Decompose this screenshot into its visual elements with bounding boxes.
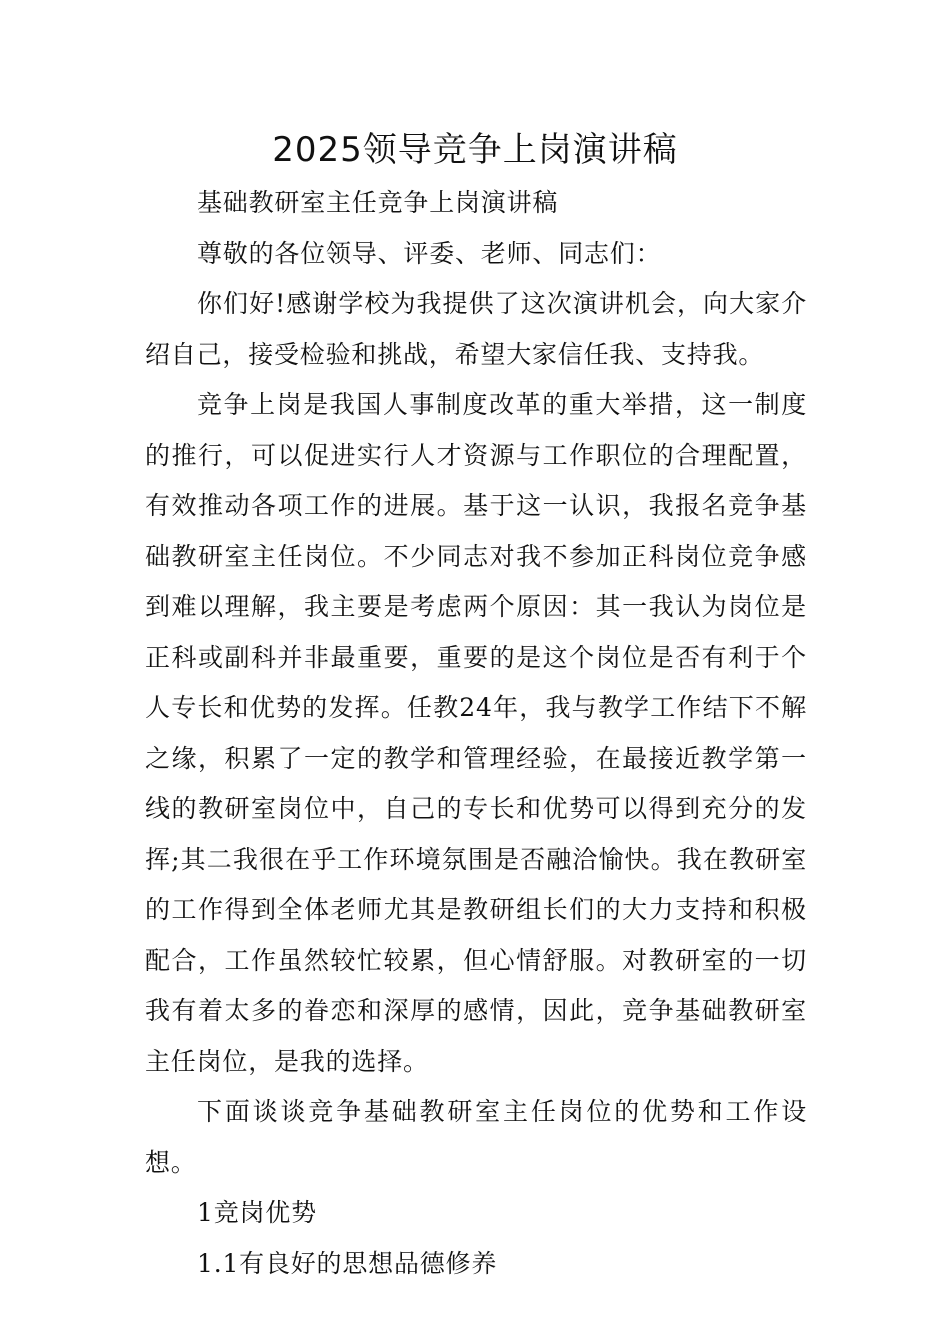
paragraph-transition: 下面谈谈竞争基础教研室主任岗位的优势和工作设想。 <box>145 1097 807 1177</box>
subsection-heading: 1.1有良好的思想品德修养 <box>197 1248 498 1278</box>
paragraph-salutation: 尊敬的各位领导、评委、老师、同志们： <box>197 238 662 268</box>
paragraph-subtitle: 基础教研室主任竞争上岗演讲稿 <box>197 188 559 217</box>
document-title: 2025领导竞争上岗演讲稿 <box>272 130 678 170</box>
paragraph-main: 竞争上岗是我国人事制度改革的重大举措，这一制度的推行，可以促进实行人才资源与工作职位的合理配置，有效推动各项工作的进展。基于这一认识，我报名竞争基础教研室主任岗位。不少同志对我不参加正科岗位竞争感到难以理解，我主要是考虑两个原因：其一我认为岗位是正科或副科并非最重要，重要的是这个岗位是否有利于个人专长和优势的发挥。任教24年，我与教学工作结下不解之缘，积累了一定的教学和管理经验，在最接近教学第一线的教研室岗位中，自己的专长和优势可以得到充分的发挥;其二我很在乎工作环境氛围是否融洽愉快。我在教研室的工作得到全体老师尤其是教研组长们的大力支持和积极配合，工作虽然较忙较累，但心情舒服。对教研室的一切我有着太多的眷恋和深厚的感情，因此，竞争基础教研室主任岗位，是我的选择。 <box>145 390 807 1076</box>
section-heading: 1竞岗优势 <box>197 1198 317 1227</box>
document-body <box>145 178 807 1289</box>
paragraph-greeting: 你们好!感谢学校为我提供了这次演讲机会，向大家介绍自己，接受检验和挑战，希望大家信任我、支持我。 <box>145 289 807 369</box>
